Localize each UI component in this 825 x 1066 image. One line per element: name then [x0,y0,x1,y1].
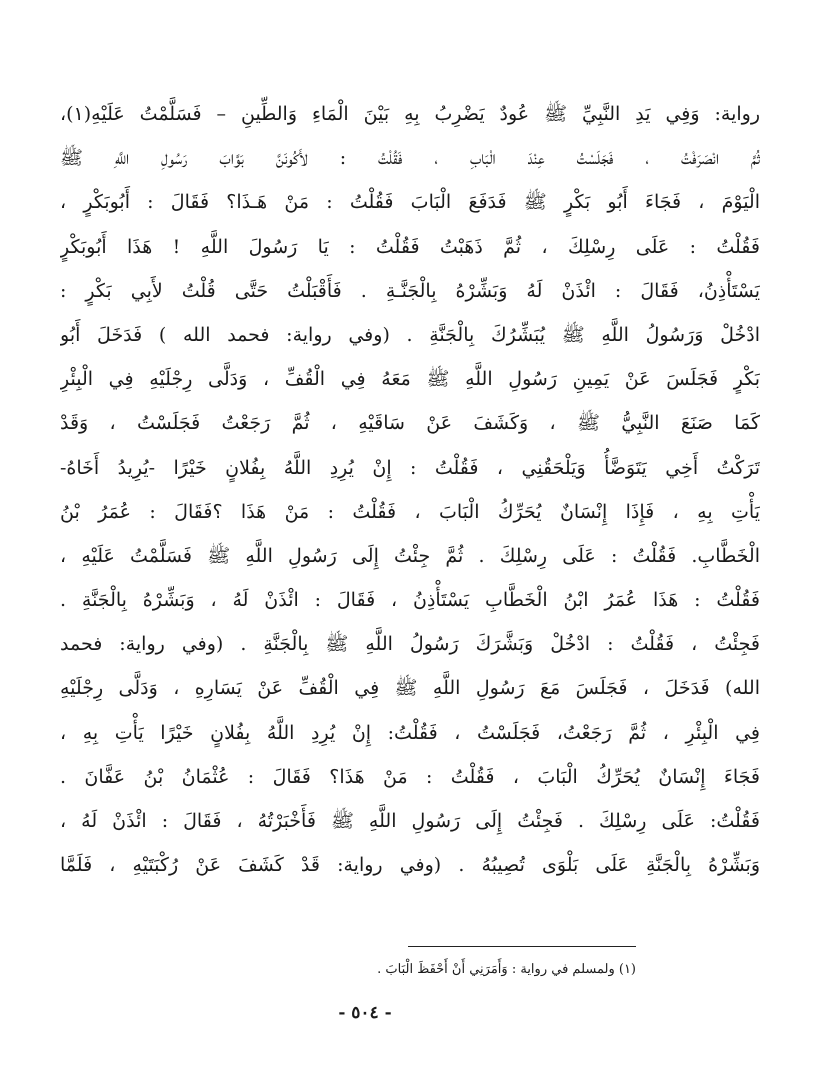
footnote-divider [408,946,636,947]
text-line: الله) فَدَخَلَ ، فَجَلَسَ مَعَ رَسُولِ اللَّهِ ﷺ فِي الْقُفِّ عَنْ يَسَارِهِ ، وَدَلَّى رِجْلَيْهِ [60,677,760,700]
text-line: فَقُلْتُ : عَلَى رِسْلِكَ ، ثُمَّ ذَهَبْتُ فَقُلْتُ : يَا رَسُولَ اللَّهِ ! هَذَا أَبُوبَكْرٍ [60,235,760,258]
text-line: بَكْرٍ فَجَلَسَ عَنْ يَمِينِ رَسُولِ اللَّهِ ﷺ مَعَهُ فِي الْقُفِّ ، وَدَلَّى رِجْلَيْهِ فِي الْبِئْرِ [60,368,760,391]
text-line: وَبَشِّرْهُ بِالْجَنَّةِ عَلَى بَلْوَى تُصِيبُهُ . (وفي رواية: قَدْ كَشَفَ عَنْ رُكْبَتَيْهِ ، فَلَمَّا [60,854,760,877]
text-line: فَجِئْتُ ، فَقُلْتُ : ادْخُلْ وَبَشَّرَكَ رَسُولُ اللَّهِ ﷺ بِالْجَنَّةِ . (وفي رواية: فحمد [60,633,760,656]
page-number: - ٥٠٤ - [338,1003,392,1023]
text-line: ادْخُلْ وَرَسُولُ اللَّهِ ﷺ يُبَشِّرُكَ بِالْجَنَّةِ . (وفي رواية: فحمد الله ) فَدَخَلَ أَبُو [60,323,760,346]
text-line: يَسْتَأْذِنُ، فَقَالَ : ائْذَنْ لَهُ وَبَشِّرْهُ بِالْجَنَّـةِ . فَأَقْبَلْتُ حَتَّى قُلْتُ لأَبِي بَكْرٍ : [60,279,760,302]
body-text [60,92,760,887]
text-line: يَأْتِ بِهِ ، فَإِذَا إِنْسَانٌ يُحَرِّكُ الْبَابَ ، فَقُلْتُ : مَنْ هَذَا ؟فَقَالَ : عُمَرُ بْنُ [60,500,760,523]
text-line: الْخَطَّابِ. فَقُلْتُ : عَلَى رِسْلِكَ . ثُمَّ جِئْتُ إِلَى رَسُولِ اللَّهِ ﷺ فَسَلَّمْتُ عَلَيْهِ ، [60,544,760,567]
text-line: فَجَاءَ إِنْسَانٌ يُحَرِّكُ الْبَابَ ، فَقُلْتُ : مَنْ هَذَا؟ فَقَالَ : عُثْمَانُ بْنُ عَفَّانَ . [60,765,760,788]
text-line: رواية: وَفِي يَدِ النَّبِيِّ ﷺ عُودٌ يَضْرِبُ بِهِ بَيْنَ الْمَاءِ وَالطِّينِ – فَسَلَّمْتُ عَلَيْهِ(١)، [60,103,760,125]
footnote: (١) ولمسلم في رواية : وَأَمَرَنِي أَنْ أَحْفَظَ الْبَابَ . [377,962,636,977]
text-line: فَقُلْتُ : هَذَا عُمَرُ ابْنُ الْخَطَّابِ يَسْتَأْذِنُ ، فَقَالَ : ائْذَنْ لَهُ ، وَبَشِّرْهُ بِالْجَنَّةِ . [60,589,760,612]
text-line: ثُمَّ انْصَرَفْتُ ، فَجَلَسْتُ عِنْدَ الْبَابِ ، فَقُلْتُ : لأَكُونَنَّ بَوَّابَ رَسُولِ اللَّهِ ﷺ [60,147,760,170]
text-line: الْيَوْمَ ، فَجَاءَ أَبُو بَكْرٍ ﷺ فَدَفَعَ الْبَابَ فَقُلْتُ : مَنْ هَـذَا؟ فَقَالَ : أَبُوبَكْرٍ ، [60,191,760,214]
text-line: تَرَكْتُ أَخِي يَتَوَضَّأُ وَيَلْحَقُنِي ، فَقُلْتُ : إِنْ يُرِدِ اللَّهُ بِفُلانٍ خَيْرًا -يُرِيدُ أَخَاهُ- [60,456,760,479]
text-line: كَمَا صَنَعَ النَّبِيُّ ﷺ ، وَكَشَفَ عَنْ سَاقَيْهِ ، ثُمَّ رَجَعْتُ فَجَلَسْتُ ، وَقَدْ [60,412,760,435]
text-line: فَقُلْتُ: عَلَى رِسْلِكَ . فَجِئْتُ إِلَى رَسُولِ اللَّهِ ﷺ فَأَخْبَرْتُهُ ، فَقَالَ : ائْذَنْ لَهُ ، [60,810,760,832]
text-line: فِي الْبِئْرِ ، ثُمَّ رَجَعْتُ، فَجَلَسْتُ ، فَقُلْتُ: إِنْ يُرِدِ اللَّهُ بِفُلانٍ خَيْرًا يَأْتِ بِهِ ، [60,721,760,744]
